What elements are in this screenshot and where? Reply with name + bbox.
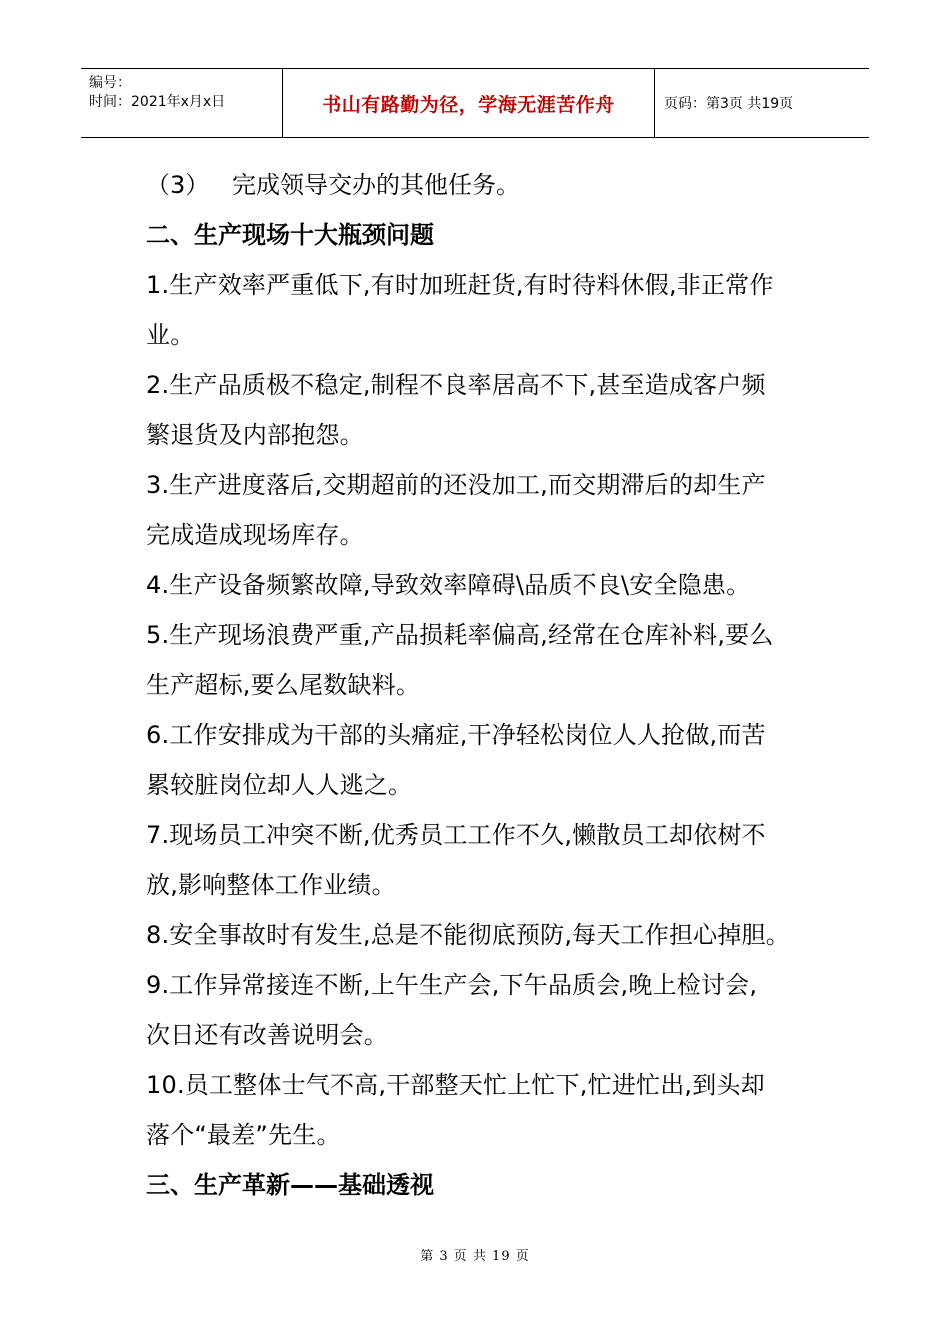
sub-item-text: 完成领导交办的其他任务。	[232, 171, 520, 199]
list-item	[146, 1060, 826, 1160]
list-item-line: 落个“最差”先生。	[146, 1121, 341, 1149]
list-item-line: 3.生产进度落后,交期超前的还没加工,而交期滞后的却生产	[146, 471, 766, 499]
list-item	[146, 610, 826, 710]
list-item	[146, 560, 826, 610]
section-heading-3: 三、生产革新——基础透视	[146, 1171, 434, 1199]
list-item	[146, 810, 826, 910]
list-item	[146, 910, 826, 960]
page-footer: 第 3 页 共 19 页	[420, 1249, 530, 1264]
list-item-line: 6.工作安排成为干部的头痛症,干净轻松岗位人人抢做,而苦	[146, 721, 766, 749]
header-page-info: 页码：第3页 共19页	[664, 96, 794, 112]
sub-item	[146, 160, 826, 210]
list-item-line: 10.员工整体士气不高,干部整天忙上忙下,忙进忙出,到头却	[146, 1071, 765, 1099]
doc-time-label: 时间：2021年x月x日	[89, 94, 226, 110]
list-item-line: 业。	[146, 321, 195, 349]
list-item-line: 7.现场员工冲突不断,优秀员工工作不久,懒散员工却依树不	[146, 821, 766, 849]
doc-number-label: 编号：	[89, 75, 131, 91]
list-item-line: 放,影响整体工作业绩。	[146, 871, 396, 899]
list-item	[146, 460, 826, 560]
list-item-line: 完成造成现场库存。	[146, 521, 364, 549]
list-item-line: 4.生产设备频繁故障,导致效率障碍\品质不良\安全隐患。	[146, 571, 751, 599]
list-item-line: 次日还有改善说明会。	[146, 1021, 388, 1049]
list-item-line: 5.生产现场浪费严重,产品损耗率偏高,经常在仓库补料,要么	[146, 621, 774, 649]
list-item-line: 2.生产品质极不稳定,制程不良率居高不下,甚至造成客户频	[146, 371, 766, 399]
section-heading-2: 二、生产现场十大瓶颈问题	[146, 221, 434, 249]
header-meta	[81, 69, 283, 137]
document-body	[146, 160, 826, 1210]
list-item-line: 8.安全事故时有发生,总是不能彻底预防,每天工作担心掉胆。	[146, 921, 790, 949]
sub-item-number: （3）	[146, 171, 210, 199]
list-item	[146, 260, 826, 360]
list-item-line: 累较脏岗位却人人逃之。	[146, 771, 413, 799]
list-item-line: 生产超标,要么尾数缺料。	[146, 671, 421, 699]
list-item	[146, 960, 826, 1060]
list-item-line: 1.生产效率严重低下,有时加班赶货,有时待料休假,非正常作	[146, 271, 774, 299]
list-item-line: 繁退货及内部抱怨。	[146, 421, 364, 449]
list-item	[146, 360, 826, 460]
header-motto-cell	[283, 69, 655, 137]
page-header	[81, 68, 869, 138]
list-item-line: 9.工作异常接连不断,上午生产会,下午品质会,晚上检讨会,	[146, 971, 758, 999]
header-motto: 书山有路勤为径，学海无涯苦作舟	[322, 93, 615, 116]
list-item	[146, 710, 826, 810]
